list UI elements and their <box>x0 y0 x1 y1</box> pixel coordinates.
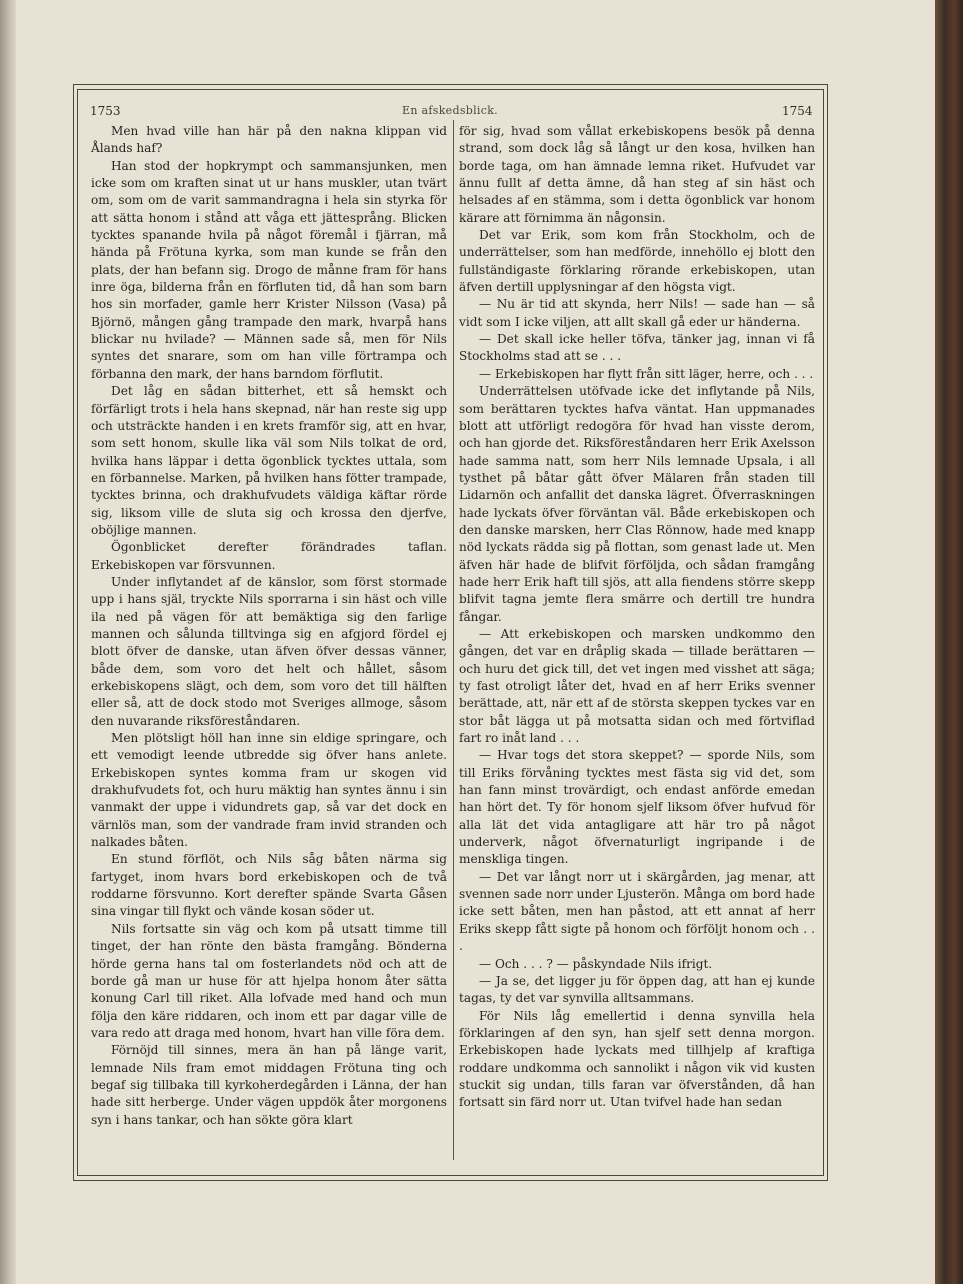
paragraph: — Hvar togs det stora skeppet? — sporde Nils, som till Eriks förvåning tycktes mest fästa sig vid det, som han fann minst trovärdigt, och endast anförde emedan han hört det. Ty för honom sjelf liksom öfver hufvud för alla lät det vida antagligare att här tro på något underverk, något öfvernaturligt ingripande i de menskliga tingen. <box>459 748 815 867</box>
paragraph: Förnöjd till sinnes, mera än han på länge varit, lemnade Nils fram emot middagen Frötuna ting och begaf sig tillbaka till kyrkoherdegården i Länna, der han hade sitt herberge. Under vägen uppdök åter morgonens syn i hans tankar, och han sökte göra klart <box>91 1043 447 1127</box>
paragraph: — Nu är tid att skynda, herr Nils! — sade han — så vidt som I icke viljen, att allt skall gå eder ur händerna. <box>459 297 815 329</box>
paragraph: — Det var långt norr ut i skärgården, jag menar, att svennen sade norr under Ljusterön. Många om bord hade icke sett båten, men han påstod, att ett annat af herr Eriks skepp fått sigte på honom och förföljt honom och . . . <box>459 869 815 954</box>
paragraph: För Nils låg emellertid i denna synvilla hela förklaringen af den syn, han sjelf sett denna morgon. Erkebiskopen hade lyckats med tillhjelp af kraftiga roddare undkomma och sannolikt i någon vik vid kusten stuckit sig undan, tills faran var öfverstånden, då han fortsatt sin färd norr ut. Utan tvifvel hade han sedan <box>459 1008 815 1110</box>
paragraph: — Att erkebiskopen och marsken undkommo den gången, det var en dråplig skada — tillade berättaren — och huru det gick till, det vet ingen med visshet att säga; ty fast otroligt låter det, hvad en af herr Eriks svenner berättade, att, när ett af de största skeppen tyckes var en stor båt lägga ut på motsatta sidan och med förtviflad fart ro inåt land . . . <box>459 626 815 746</box>
paragraph: En stund förflöt, och Nils såg båten närma sig fartyget, inom hvars bord erkebiskopen och de två roddarne försvunno. Kort derefter spände Svarta Gåsen sina vingar till flykt och vände kosan söder ut. <box>91 852 447 919</box>
paragraph: Det låg en sådan bitterhet, ett så hemskt och förfärligt trots i hela hans skepnad, när han reste sig upp och utsträckte handen i en krets framför sig, att en hvar, som sett honom, skulle lika väl som Nils tolkat de ord, hvilka hans läppar i detta ögonblick tycktes uttala, som en förbannelse. Marken, på hvilken hans fötter trampade, tycktes brinna, och drakhufvudets väldiga käftar rörde sig, liksom ville de sluta sig och krossa den djerfve, oböjlige mannen. <box>91 384 447 537</box>
paragraph: Nils fortsatte sin väg och kom på utsatt timme till tinget, der han rönte den bästa framgång. Bönderna hörde gerna hans tal om fosterlandets nöd och att de borde gå man ur huse för att hjelpa honom åter sätta konung Carl till riket. Alla lofvade med hand och mun följa den käre riddaren, och inom ett par dagar ville de vara redo att draga med honom, hvart han ville föra dem. <box>91 921 447 1040</box>
paragraph: Underrättelsen utöfvade icke det inflytande på Nils, som berättaren tycktes hafva väntat. Han uppmanades blott att utförligt redogöra för hvad han visste derom, och han gjorde det. Riksföreståndaren herr Erik Axelsson hade samma natt, som herr Nils lemnade Upsala, i all tysthet på båtar gått öfver Mälaren från staden till Lidarnön och anfallit det danska lägret. Öfverraskningen hade lyckats öfver förväntan väl. Både erkebiskopen och den danske marsken, herr Clas Rönnow, hade med knapp nöd lyckats rädda sig på flottan, som genast lade ut. Men äfven här hade de blifvit förföljda, och sådan framgång hade herr Erik haft till sjös, att alla fiendens större skepp blifvit tagna jemte flera smärre och dertill tre hundra fångar. <box>459 384 815 624</box>
book-binding <box>935 0 963 1284</box>
column-divider <box>453 120 454 1160</box>
running-title: En afskedsblick. <box>402 104 498 117</box>
paragraph: — Erkebiskopen har flytt från sitt läger, herre, och . . . <box>479 366 814 381</box>
paragraph: Under inflytandet af de känslor, som först stormade upp i hans själ, tryckte Nils sporrarna i sin häst och ville ila ned på vägen för att bemäktiga sig den farlige mannen och sålunda tilltvinga sig en afgjord fördel ej blott öfver de danske, utan äfven öfver dessas vänner, både dem, som voro det helt och hållet, såsom erkebiskopens slägt, och dem, som voro det till hälften eller så, att de dock stodo mot Sveriges allmoge, såsom den nuvarande riksföreståndaren. <box>91 574 447 728</box>
page-number-left: 1753 <box>90 104 121 118</box>
text-column-right <box>459 123 815 1112</box>
paragraph: — Och . . . ? — påskyndade Nils ifrigt. <box>479 956 713 971</box>
paragraph: Men hvad ville han här på den nakna klippan vid Ålands haf? <box>91 124 447 156</box>
paragraph: Men plötsligt höll han inne sin eldige springare, och ett vemodigt leende utbredde sig öfver hans anlete. Erkebiskopen syntes komma fram ur skogen vid drakhufvudets fot, och huru mäktig han syntes ännu i sin vanmakt der uppe i vidundrets gap, så var det dock en värnlös man, som der vandrade fram invid stranden och nalkades båten. <box>91 731 447 850</box>
paragraph: — Det skall icke heller töfva, tänker jag, innan vi få Stockholms stad att se . . . <box>459 332 815 364</box>
paragraph: Han stod der hopkrympt och sammansjunken, men icke som om kraften sinat ut ur hans muskler, utan tvärt om, som om de varit sammandragna i hela sin styrka för att sätta honom i stånd att våga ett jättesprång. Blicken tycktes spanande hvila på något föremål i fjärran, må hända på Frötuna kyrka, som man kunde se från den plats, der han befann sig. Drogo de månne fram för hans inre öga, bilderna från en förfluten tid, då han som barn hos sin morfader, gamle herr Krister Nilsson (Vasa) på Björnö, mången gång trampade den mark, hvarpå hans blickar nu hvilade? — Männen sade så, men för Nils syntes det snarare, som om han ville förtrampa och förbanna den mark, der hans barndom förflutit. <box>91 158 447 381</box>
paragraph: för sig, hvad som vållat erkebiskopens besök på denna strand, som dock låg så långt ur den kosa, hvilken han borde taga, om han ämnade lemna riket. Hufvudet var ännu fullt af detta ämne, då han steg af sin häst och helsades af en stämma, som i detta ögonblick var honom kärare att förnimma än någonsin. <box>459 124 815 225</box>
text-column-left <box>91 123 447 1129</box>
facing-page-edge <box>0 0 16 1284</box>
paragraph: — Ja se, det ligger ju för öppen dag, att han ej kunde tagas, ty det var synvilla alltsammans. <box>459 973 815 1006</box>
paragraph: Det var Erik, som kom från Stockholm, och de underrättelser, som han medförde, innehöllo ej blott den fullständigaste förklaring rörande erkebiskopen, utan äfven dertill upplysningar af den högsta vigt. <box>459 228 815 295</box>
page-number-right: 1754 <box>782 104 813 118</box>
paragraph: Ögonblicket derefter förändrades taflan. Erkebiskopen var försvunnen. <box>91 540 447 572</box>
